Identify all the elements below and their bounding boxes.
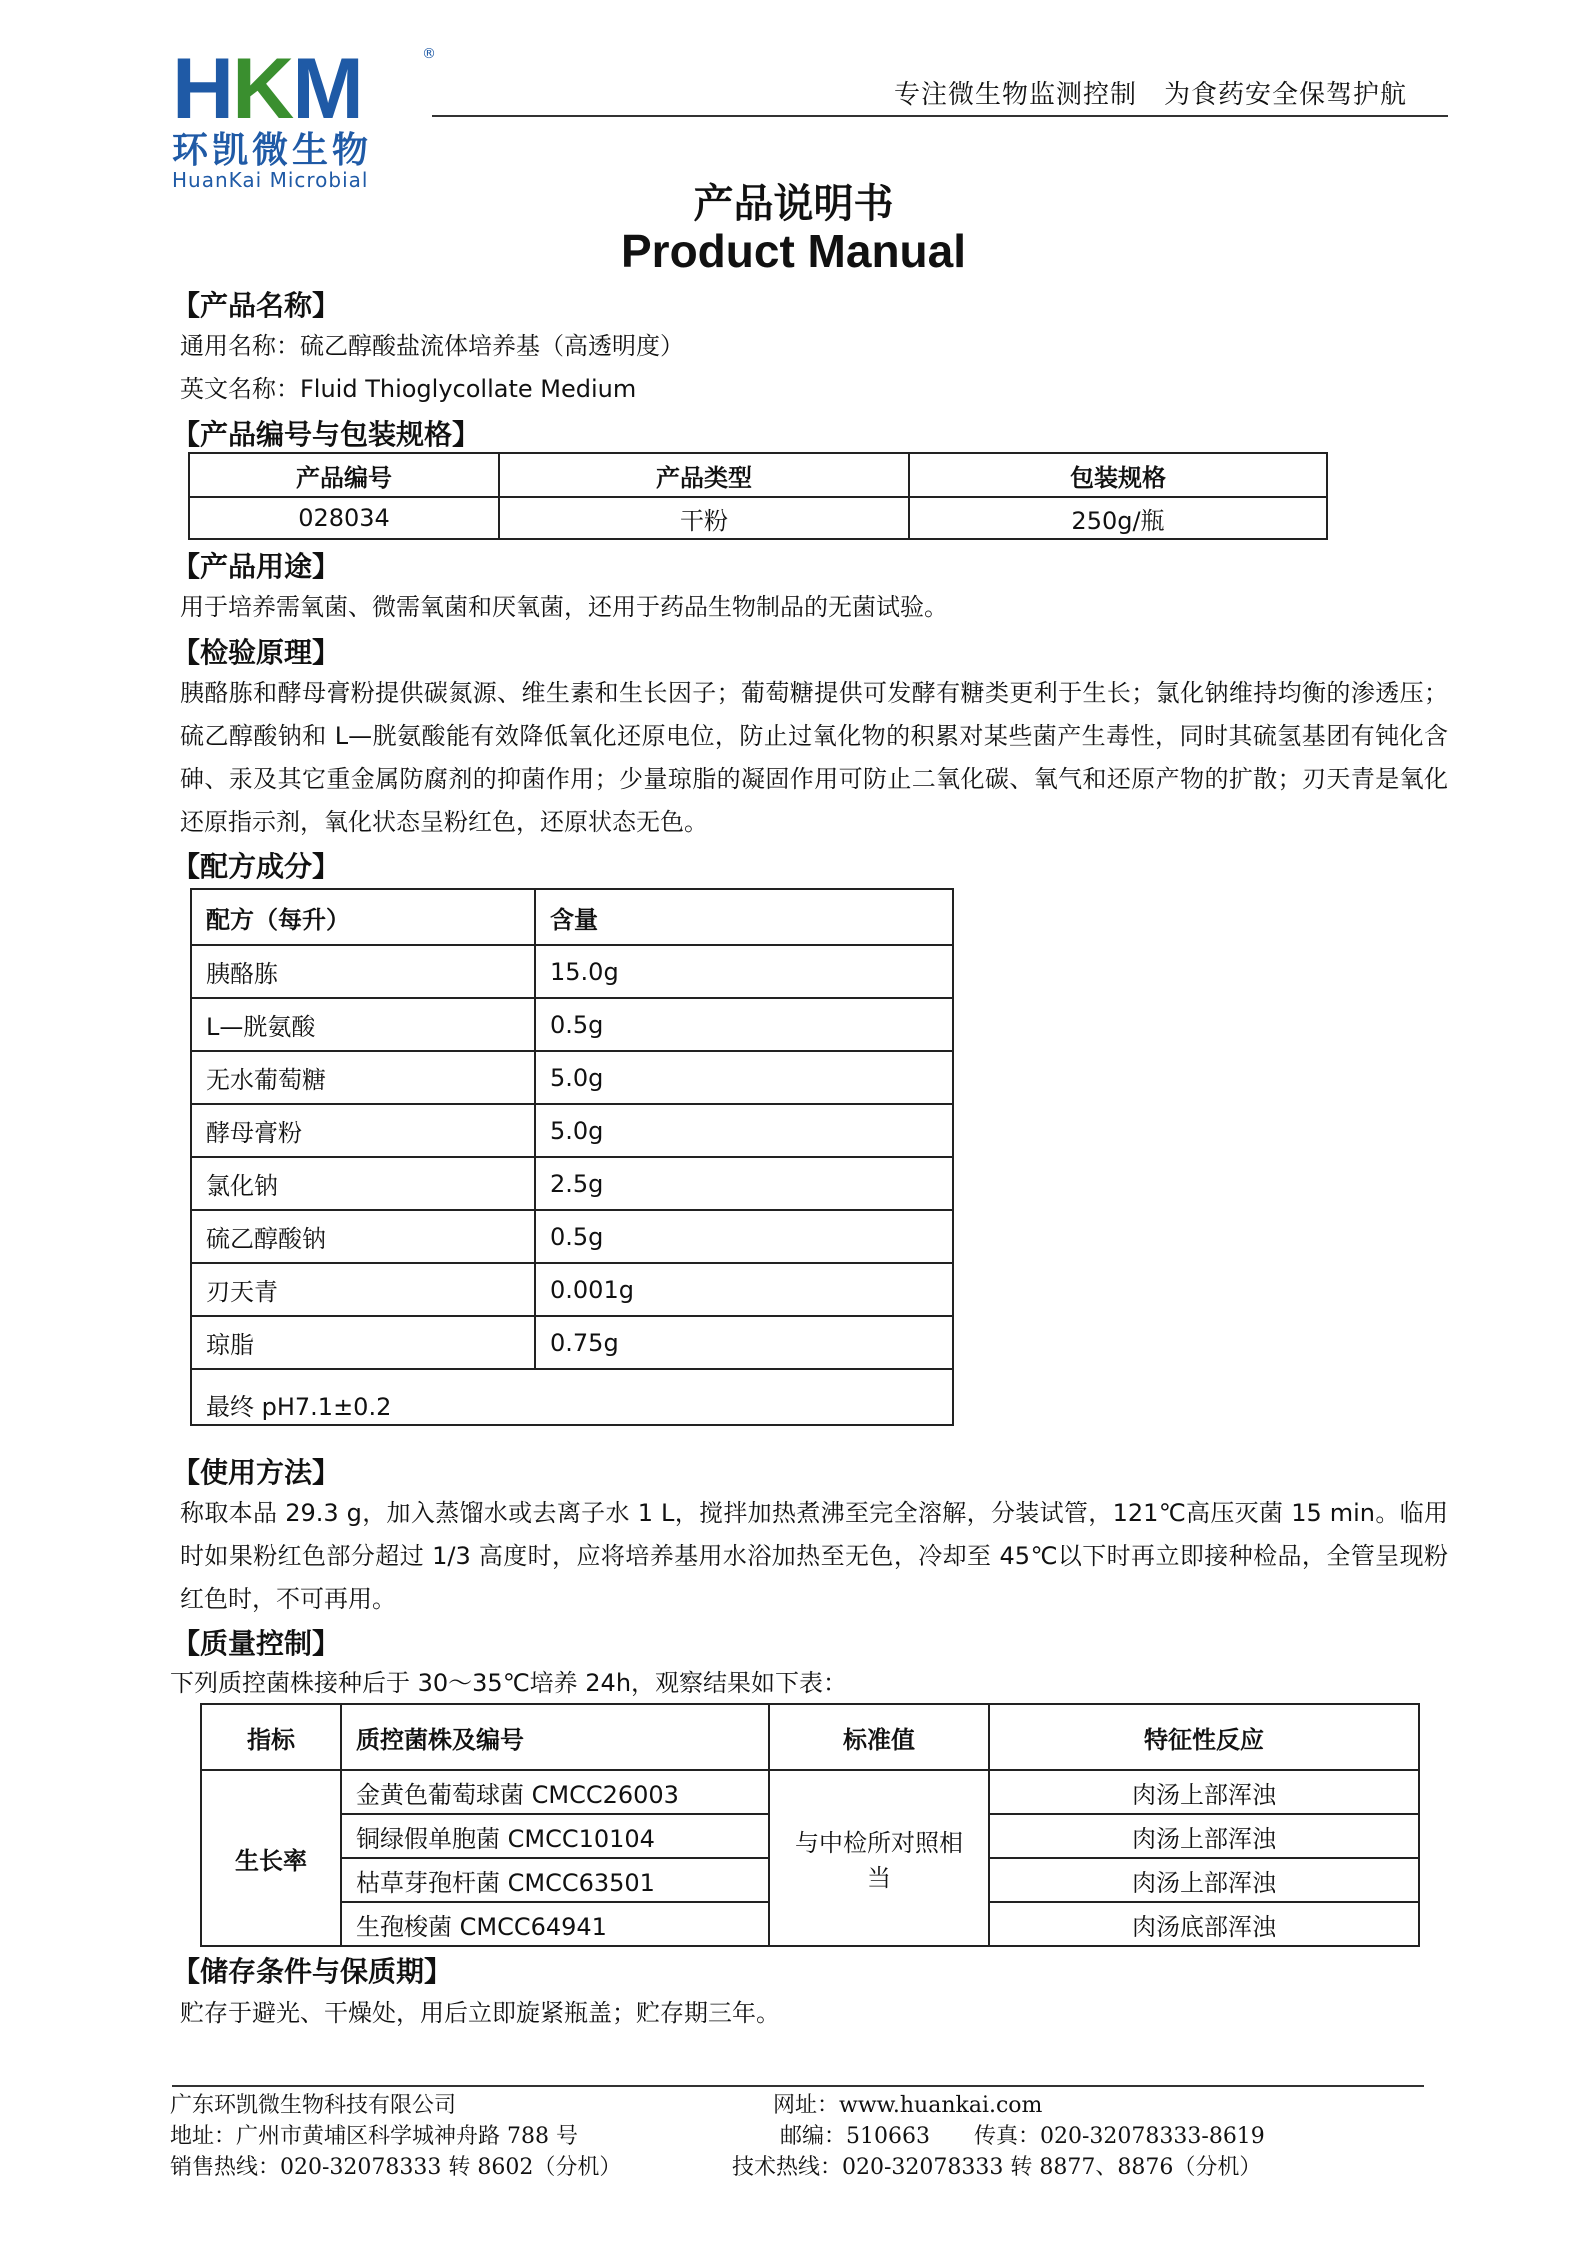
logo-chinese-name: 环凯微生物: [172, 130, 373, 171]
table-row: [191, 1263, 953, 1316]
ingredient: 胰酪胨: [191, 945, 535, 998]
amount: 0.75g: [535, 1316, 953, 1369]
amount: 15.0g: [535, 945, 953, 998]
table-header-row: [191, 889, 953, 945]
ingredient: 琼脂: [191, 1316, 535, 1369]
ingredient: 硫乙醇酸钠: [191, 1210, 535, 1263]
section-heading-qc: 【质量控制】: [172, 1627, 341, 1660]
qc-table: [200, 1703, 1420, 1947]
table-row: [191, 1157, 953, 1210]
footer-tech-hotline: 技术热线：020-32078333 转 8877、8876（分机）: [732, 2155, 1262, 2180]
footer-website[interactable]: 网址：www.huankai.com: [773, 2093, 1043, 2118]
table-row: [191, 945, 953, 998]
table-header-row: [201, 1704, 1419, 1770]
ingredient: L—胱氨酸: [191, 998, 535, 1051]
title-english: Product Manual: [620, 225, 967, 277]
section-heading-package: 【产品编号与包装规格】: [172, 418, 481, 451]
strain: 铜绿假单胞菌 CMCC10104: [341, 1814, 769, 1858]
ingredient: 氯化钠: [191, 1157, 535, 1210]
indicator: 生长率: [201, 1770, 341, 1946]
registered-mark: ®: [422, 46, 436, 62]
package-table: [188, 452, 1328, 540]
slogan: 专注微生物监测控制 为食药安全保驾护航: [893, 80, 1407, 110]
standard-value: 与中检所对照相当: [769, 1770, 989, 1946]
header-cell: 包装规格: [909, 453, 1327, 497]
title-chinese: 产品说明书: [693, 181, 894, 227]
strain: 枯草芽孢杆菌 CMCC63501: [341, 1858, 769, 1902]
amount: 5.0g: [535, 1051, 953, 1104]
header-cell: 产品编号: [189, 453, 499, 497]
amount: 5.0g: [535, 1104, 953, 1157]
table-row: [191, 1210, 953, 1263]
section-heading-name: 【产品名称】: [172, 289, 341, 322]
header-cell: 标准值: [769, 1704, 989, 1770]
header-divider: [432, 115, 1448, 117]
package-spec: 250g/瓶: [909, 497, 1327, 539]
qc-intro: 下列质控菌株接种后于 30～35℃培养 24h，观察结果如下表：: [170, 1669, 848, 1697]
usage-text: 用于培养需氧菌、微需氧菌和厌氧菌，还用于药品生物制品的无菌试验。: [180, 593, 948, 621]
storage-text: 贮存于避光、干燥处，用后立即旋紧瓶盖；贮存期三年。: [180, 1999, 780, 2027]
table-row: [191, 998, 953, 1051]
ingredient: 无水葡萄糖: [191, 1051, 535, 1104]
header-cell: 指标: [201, 1704, 341, 1770]
section-heading-method: 【使用方法】: [172, 1456, 341, 1489]
header-cell: 特征性反应: [989, 1704, 1419, 1770]
footer-sales-hotline: 销售热线：020-32078333 转 8602（分机）: [170, 2155, 622, 2180]
ingredient: 刃天青: [191, 1263, 535, 1316]
table-row: [191, 1104, 953, 1157]
english-name: 英文名称：Fluid Thioglycollate Medium: [180, 375, 637, 403]
method-text: 称取本品 29.3 g，加入蒸馏水或去离子水 1 L，搅拌加热煮沸至完全溶解，分装试管，121℃高压灭菌 15 min。临用时如果粉红色部分超过 1/3 高度时，应将培养基用水浴加热至无色，冷却至 45℃以下时再立即接种检品，全管呈现粉红色时，不可再用。: [180, 1499, 1448, 1613]
reaction: 肉汤上部浑浊: [989, 1770, 1419, 1814]
logo-mark: HKM: [172, 41, 362, 137]
header-cell: 质控菌株及编号: [341, 1704, 769, 1770]
strain: 金黄色葡萄球菌 CMCC26003: [341, 1770, 769, 1814]
amount: 0.001g: [535, 1263, 953, 1316]
product-type: 干粉: [499, 497, 909, 539]
strain: 生孢梭菌 CMCC64941: [341, 1902, 769, 1946]
ingredient: 酵母膏粉: [191, 1104, 535, 1157]
principle-text: 胰酪胨和酵母膏粉提供碳氮源、维生素和生长因子；葡萄糖提供可发酵有糖类更利于生长；氯化钠维持均衡的渗透压；硫乙醇酸钠和 L—胱氨酸能有效降低氧化还原电位，防止过氧化物的积累对某些菌产生毒性，同时其硫氢基团有钝化含砷、汞及其它重金属防腐剂的抑菌作用；少量琼脂的凝固作用可防止二氧化碳、氧气和还原产物的扩散；刃天青是氧化还原指示剂，氧化状态呈粉红色，还原状态无色。: [180, 679, 1448, 836]
reaction: 肉汤上部浑浊: [989, 1814, 1419, 1858]
footer-postcode-fax: 邮编：510663 传真：020-32078333-8619: [780, 2124, 1265, 2149]
table-row: [189, 497, 1327, 539]
section-heading-usage: 【产品用途】: [172, 550, 341, 583]
product-code: 028034: [189, 497, 499, 539]
table-row: [191, 1051, 953, 1104]
table-row: [191, 1369, 953, 1425]
header-cell: 产品类型: [499, 453, 909, 497]
section-heading-principle: 【检验原理】: [172, 636, 341, 669]
common-name: 通用名称：硫乙醇酸盐流体培养基（高透明度）: [180, 332, 684, 360]
amount: 0.5g: [535, 1210, 953, 1263]
footer-address: 地址：广州市黄埔区科学城神舟路 788 号: [170, 2124, 578, 2149]
footer-divider: [172, 2085, 1424, 2087]
section-heading-formula: 【配方成分】: [172, 850, 341, 883]
amount: 2.5g: [535, 1157, 953, 1210]
footer-company: 广东环凯微生物科技有限公司: [170, 2093, 457, 2118]
table-row: [191, 1316, 953, 1369]
header-cell: 含量: [535, 889, 953, 945]
section-heading-storage: 【储存条件与保质期】: [172, 1955, 453, 1988]
table-header-row: [189, 453, 1327, 497]
final-ph: 最终 pH7.1±0.2: [191, 1369, 953, 1425]
header-cell: 配方（每升）: [191, 889, 535, 945]
formula-table: [190, 888, 954, 1426]
amount: 0.5g: [535, 998, 953, 1051]
reaction: 肉汤底部浑浊: [989, 1902, 1419, 1946]
logo-english-name: HuanKai Microbial: [172, 168, 369, 192]
table-row: [201, 1770, 1419, 1814]
brand-logo: [172, 41, 436, 192]
reaction: 肉汤上部浑浊: [989, 1858, 1419, 1902]
